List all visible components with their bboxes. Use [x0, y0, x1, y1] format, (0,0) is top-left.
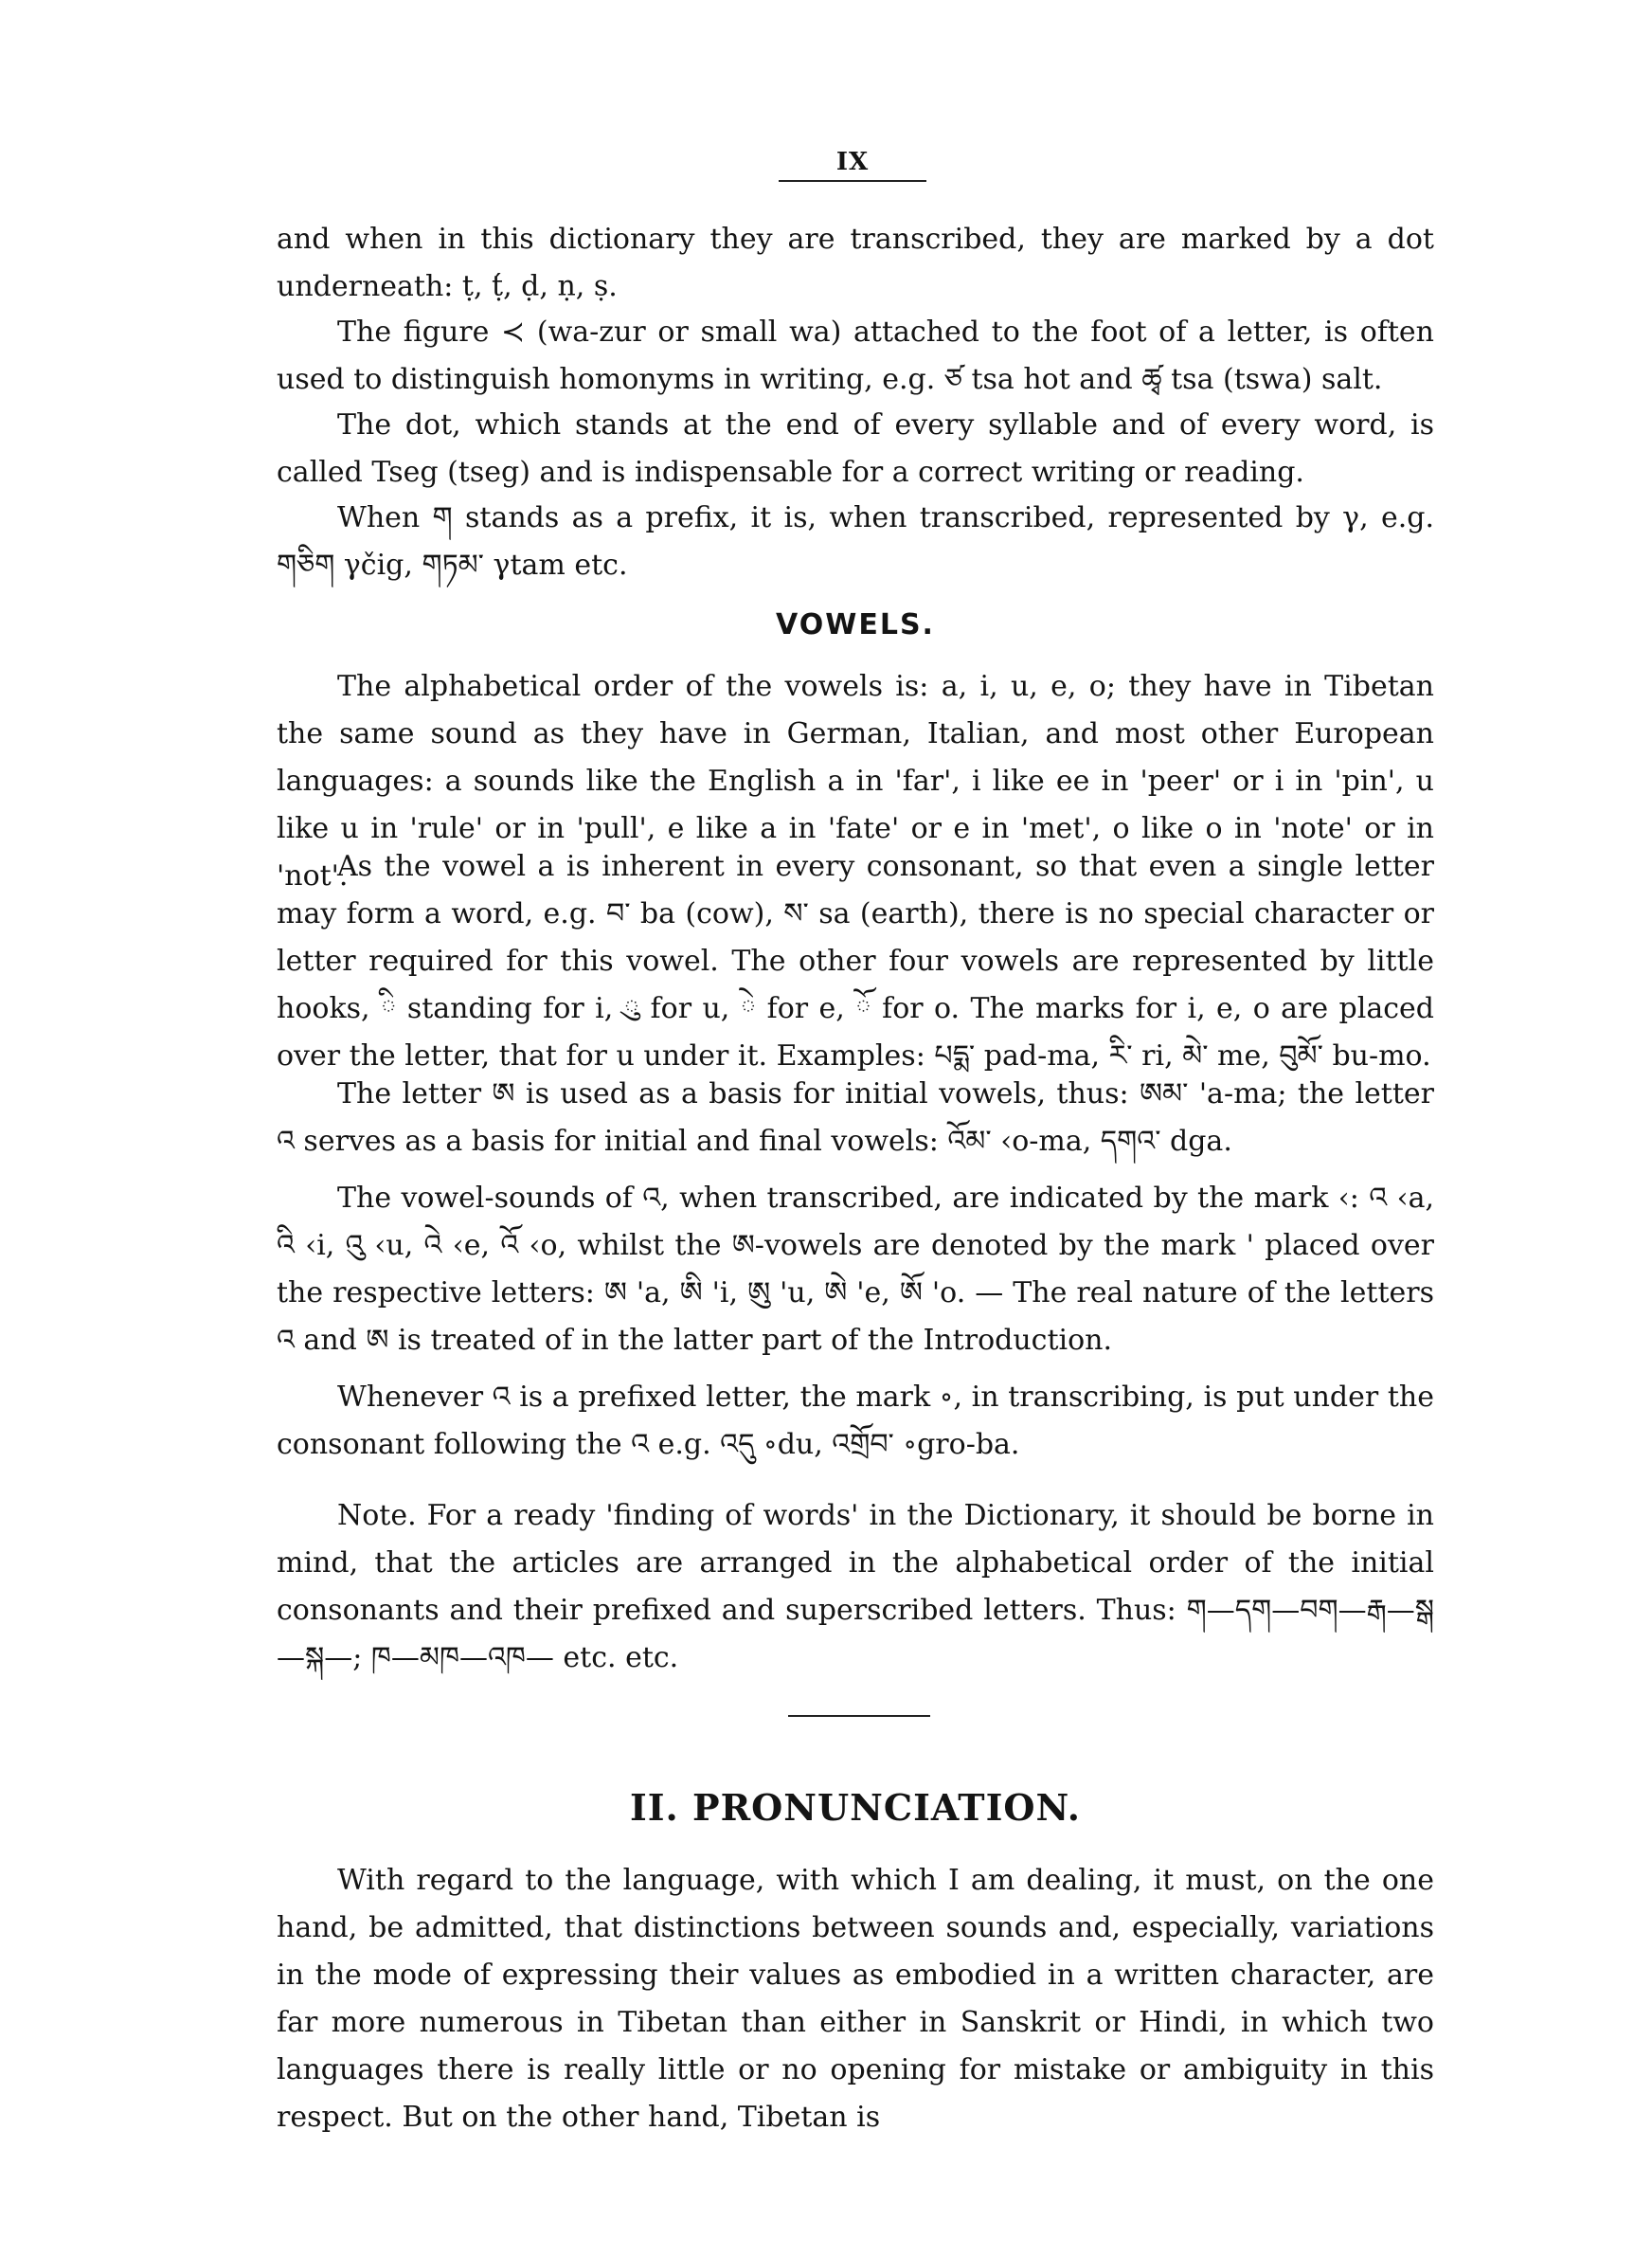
page-number-rule: [779, 180, 926, 182]
pronunciation-paragraph-1: With regard to the language, with which I am dealing, it must, on the one hand, be admitted, that distinctions between sounds and, especially, variations in the mode of expressing their values as embodied in a written character, are far more numerous in Tibetan than either in Sanskrit or Hindi, in which two languages there is really little or no opening for mistake or ambiguity in this respect. But on the other hand, Tibetan is: [277, 1864, 1434, 2134]
intro-paragraph-1: and when in this dictionary they are transcribed, they are marked by a dot underneath: ṭ, ṭ́, ḍ, ṇ, ṣ.: [277, 223, 1434, 303]
section-separator: [788, 1715, 930, 1717]
vowels-heading: VOWELS.: [776, 608, 935, 641]
vowels-paragraph-5: Whenever འ is a prefixed letter, the mark ∘, in transcribing, is put under the consonant following the འ e.g. འདུ ∘du, འགྲོབ་ ∘gro-ba.: [277, 1381, 1434, 1461]
page-number: IX: [835, 148, 870, 176]
vowels-paragraph-4: The vowel-sounds of འ, when transcribed, are indicated by the mark ‹: འ ‹a, འི ‹i, འུ ‹u, འེ ‹e, འོ ‹o, whilst the ཨ-vowels are denoted by the mark ' placed over the respective letters: ཨ 'a, ཨི 'i, ཨུ 'u, ཨེ 'e, ཨོ 'o. — The real nature of the letters འ and ཨ is treated of in the latter part of the Introduction.: [277, 1182, 1434, 1357]
vowels-paragraph-3: The letter ཨ is used as a basis for initial vowels, thus: ཨམ་ 'a-ma; the letter འ serves as a basis for initial and final vowels: འོམ་ ‹o-ma, དགའ་ dga.: [277, 1077, 1434, 1158]
pronunciation-heading: II. PRONUNCIATION.: [630, 1786, 1081, 1829]
intro-paragraph-3: The dot, which stands at the end of every syllable and of every word, is called Tseg (tseg) and is indispensable for a correct writing or reading.: [277, 408, 1434, 489]
intro-paragraph-2: The figure ≺ (wa-zur or small wa) attached to the foot of a letter, is often used to distinguish homonyms in writing, e.g. ཙ tsa hot and ཚྭ tsa (tswa) salt.: [277, 316, 1434, 396]
vowels-paragraph-2: As the vowel a is inherent in every consonant, so that even a single letter may form a word, e.g. བ་ ba (cow), ས་ sa (earth), there is no special character or letter required for this vowel. The other four vowels are represented by little hooks, ི standing for i, ུ for u, ེ for e, ོ for o. The marks for i, e, o are placed over the letter, that for u under it. Examples: པདྨ་ pad-ma, རི་ ri, མེ་ me, བུམོ་ bu-mo.: [277, 850, 1434, 1073]
vowels-paragraph-1: The alphabetical order of the vowels is: a, i, u, e, o; they have in Tibetan the same sound as they have in German, Italian, and most other European languages: a sounds like the English a in 'far', i like ee in 'peer' or i in 'pin', u like u in 'rule' or in 'pull', e like a in 'fate' or e in 'met', o like o in 'note' or in 'not'.: [277, 670, 1434, 893]
intro-paragraph-4: When ག stands as a prefix, it is, when transcribed, represented by γ, e.g. གཅིག γčig, གཏམ་ γtam etc.: [277, 501, 1434, 582]
dictionary-note: Note. For a ready 'finding of words' in the Dictionary, it should be borne in mind, that the articles are arranged in the alphabetical order of the initial consonants and their prefixed and superscribed letters. Thus: ག—དག—བག—རྒ—སྒ—སྐ—; ཁ—མཁ—འཁ— etc. etc.: [277, 1499, 1434, 1674]
